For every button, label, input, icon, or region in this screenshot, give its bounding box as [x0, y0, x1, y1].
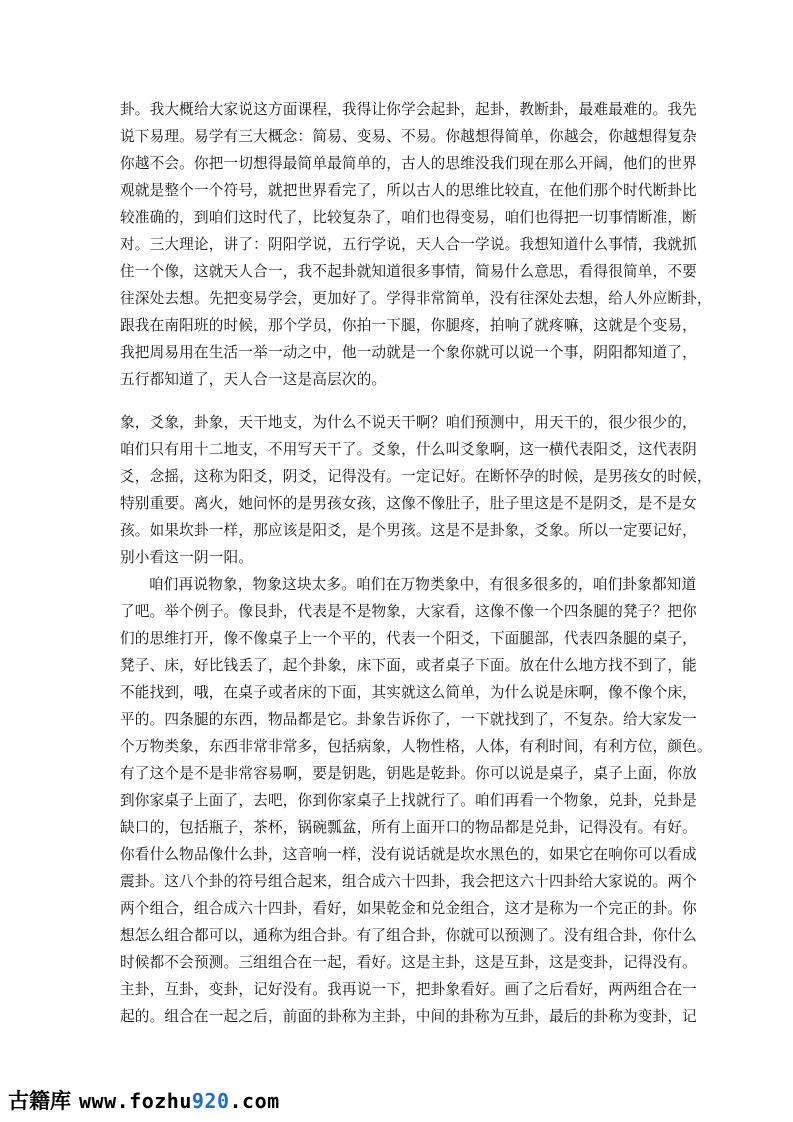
text-line: 平的。四条腿的东西，物品都是它。卦象告诉你了，一下就找到了，不复杂。给大家发一: [120, 711, 697, 728]
watermark: [8, 1086, 280, 1116]
text-line: 想怎么组合都可以，通称为组合卦。有了组合卦，你就可以预测了。没有组合卦，你什么: [120, 927, 697, 944]
text-line: 主卦，互卦，变卦，记好没有。我再说一下，把卦象看好。画了之后看好，两两组合在一: [120, 981, 697, 998]
text-line: 观就是整个一个符号，就把世界看完了，所以古人的思维比较直，在他们那个时代断卦比: [120, 182, 697, 199]
text-line: 了吧。举个例子。像艮卦，代表是不是物象，大家看，这像不像一个四条腿的凳子？把你: [120, 603, 697, 620]
watermark-brand: 古籍库: [8, 1089, 71, 1113]
text-line: 们的思维打开，像不像桌子上一个平的，代表一个阳爻，下面腿部，代表四条腿的桌子，: [120, 630, 697, 647]
text-line: 爻，念摇，这称为阳爻，阴爻，记得没有。一定记好。在断怀孕的时候，是男孩女的时候，: [120, 468, 712, 485]
paragraph-1: [120, 96, 712, 393]
text-line: 起的。组合在一起之后，前面的卦称为主卦，中间的卦称为互卦，最后的卦称为变卦，记: [120, 1008, 697, 1025]
text-line: 对。三大理论，讲了：阴阳学说，五行学说，天人合一学说。我想知道什么事情，我就抓: [120, 236, 697, 253]
text-line: 孩。如果坎卦一样，那应该是阳爻，是个男孩。这是不是卦象，爻象。所以一定要记好，: [120, 522, 697, 539]
text-line: 住一个像，这就天人合一，我不起卦就知道很多事情，简易什么意思，看得很简单，不要: [120, 263, 697, 280]
text-line: 卦。我大概给大家说这方面课程，我得让你学会起卦，起卦，教断卦，最难最难的。我先: [120, 101, 697, 118]
text-line: 咱们再说物象，物象这块太多。咱们在万物类象中，有很多很多的，咱们卦象都知道: [149, 576, 697, 593]
text-line: 特别重要。离火，她问怀的是男孩女孩，这像不像肚子，肚子里这是不是阴爻，是不是女: [120, 495, 697, 512]
text-line: 象，爻象，卦象，天干地支，为什么不说天干啊？咱们预测中，用天干的，很少很少的，: [120, 414, 697, 431]
paragraph-2-and-3: [120, 409, 712, 1030]
text-line: 缺口的，包括瓶子，茶杯，锅碗瓢盆，所有上面开口的物品都是兑卦，记得没有。有好。: [120, 819, 697, 836]
text-line: 时候都不会预测。三组组合在一起，看好。这是主卦，这是互卦，这是变卦，记得没有。: [120, 954, 697, 971]
watermark-url: [79, 1089, 280, 1113]
watermark-url-prefix: www.fozhu: [79, 1089, 192, 1113]
text-line: 五行都知道了，天人合一这是高层次的。: [120, 371, 387, 388]
text-line: 个万物类象，东西非常非常多，包括病象，人物性格，人体，有利时间，有利方位，颜色。: [120, 738, 712, 755]
text-line: 有了这个是不是非常容易啊，要是钥匙，钥匙是乾卦。你可以说是桌子，桌子上面，你放: [120, 765, 697, 782]
text-line: 到你家桌子上面了，去吧，你到你家桌子上找就行了。咱们再看一个物象，兑卦，兑卦是: [120, 792, 697, 809]
text-line: 别小看这一阴一阳。: [120, 549, 254, 566]
text-line: 跟我在南阳班的时候，那个学员，你拍一下腿，你腿疼，拍响了就疼嘛，这就是个变易，: [120, 317, 697, 334]
text-line: 两个组合，组合成六十四卦，看好，如果乾金和兑金组合，这才是称为一个完正的卦。你: [120, 900, 697, 917]
text-line: 较准确的，到咱们这时代了，比较复杂了，咱们也得变易，咱们也得把一切事情断准，断: [120, 209, 697, 226]
text-line: 往深处去想。先把变易学会，更加好了。学得非常简单，没有往深处去想，给人外应断卦，: [120, 290, 712, 307]
text-line: 凳子、床，好比钱丢了，起个卦象，床下面，或者桌子下面。放在什么地方找不到了，能: [120, 657, 697, 674]
watermark-url-suffix: .com: [229, 1089, 280, 1113]
text-line: 我把周易用在生活一举一动之中，他一动就是一个象你就可以说一个事，阴阳都知道了，: [120, 344, 697, 361]
text-line: 震卦。这八个卦的符号组合起来，组合成六十四卦，我会把这六十四卦给大家说的。两个: [120, 873, 697, 890]
text-line: 咱们只有用十二地支，不用写天干了。爻象，什么叫爻象啊，这一横代表阳爻，这代表阴: [120, 441, 697, 458]
text-line: 你看什么物品像什么卦，这音响一样，没有说话就是坎水黑色的，如果它在响你可以看成: [120, 846, 697, 863]
text-line: 说下易理。易学有三大概念：简易、变易、不易。你越想得简单，你越会，你越想得复杂: [120, 128, 697, 145]
watermark-url-accent: 920: [191, 1089, 230, 1113]
text-line: 你越不会。你把一切想得最简单最简单的，古人的思维没我们现在那么开阔，他们的世界: [120, 155, 697, 172]
text-line: 不能找到，哦，在桌子或者床的下面，其实就这么简单，为什么说是床啊，像不像个床，: [120, 684, 697, 701]
